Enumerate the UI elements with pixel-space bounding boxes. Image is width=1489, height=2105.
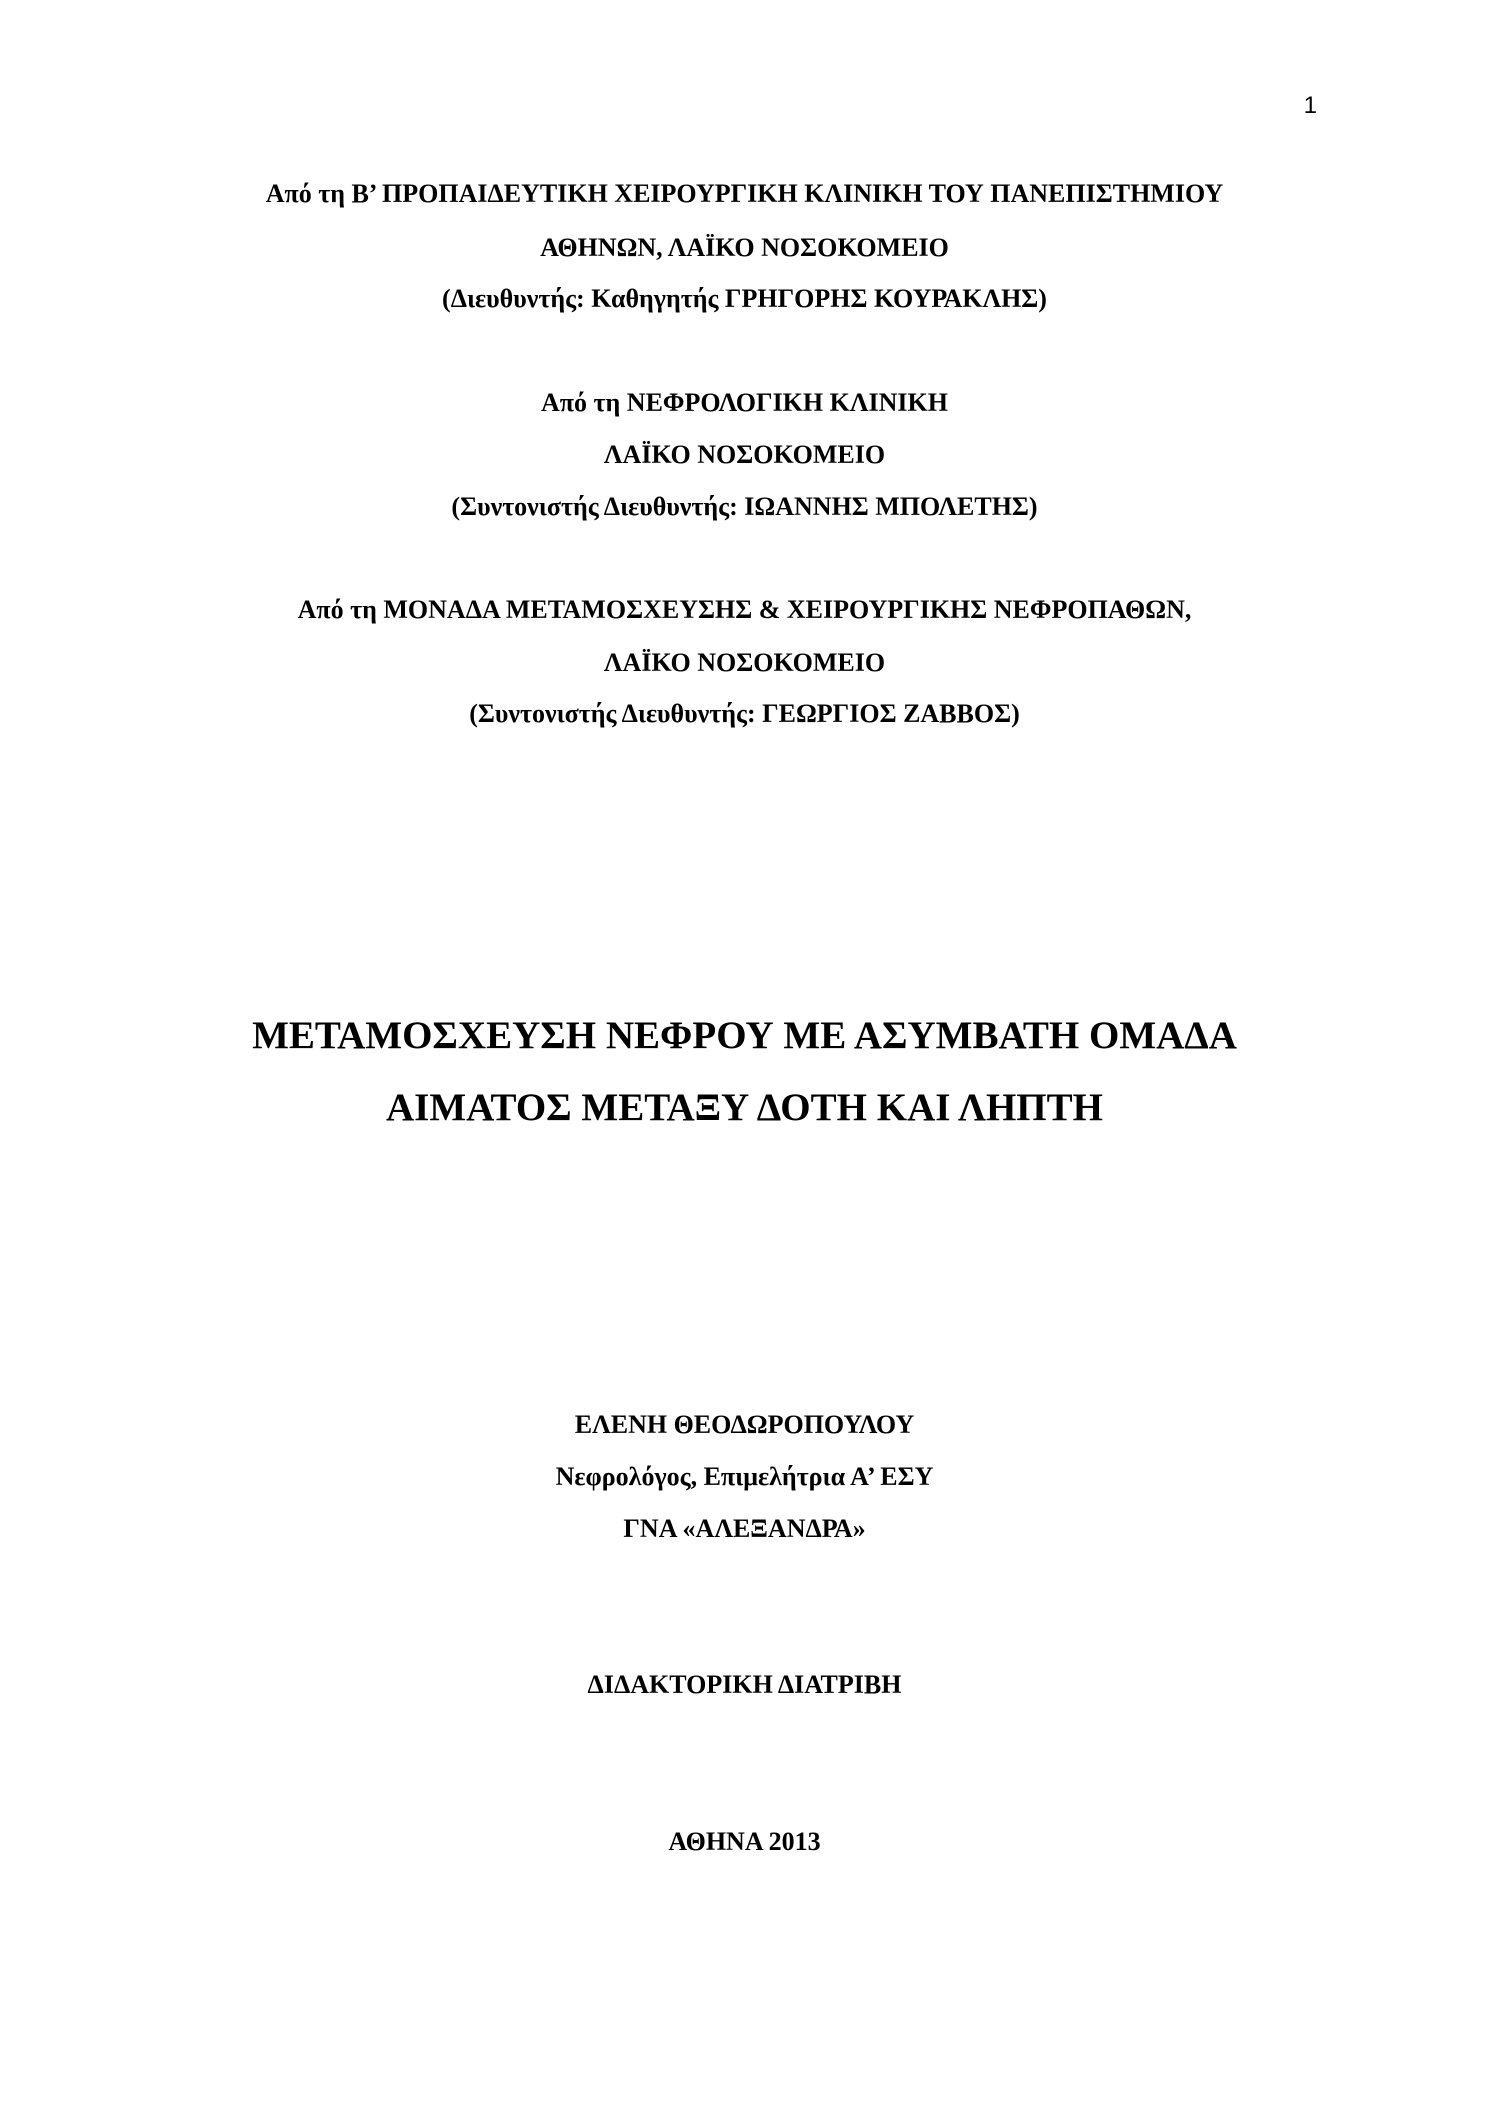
institution-2-line-3: (Συντονιστής Διευθυντής: ΙΩΑΝΝΗΣ ΜΠΟΛΕΤΗΣ) (451, 492, 1038, 521)
author-hospital: ΓΝΑ «ΑΛΕΞΑΝΔΡΑ» (623, 1514, 866, 1543)
thesis-title-line-1: ΜΕΤΑΜΟΣΧΕΥΣΗ ΝΕΦΡΟΥ ΜΕ ΑΣΥΜΒΑΤΗ ΟΜΑΔΑ (252, 1014, 1237, 1057)
institution-2-line-2: ΛΑΪΚΟ ΝΟΣΟΚΟΜΕΙΟ (603, 440, 886, 469)
thesis-title-line-2: ΑΙΜΑΤΟΣ ΜΕΤΑΞΥ ΔΟΤΗ ΚΑΙ ΛΗΠΤΗ (385, 1086, 1103, 1129)
place-year: ΑΘΗΝΑ 2013 (668, 1827, 821, 1856)
institution-2-line-1: Από τη ΝΕΦΡΟΛΟΓΙΚΗ ΚΛΙΝΙΚΗ (541, 388, 948, 417)
page-number: 1 (1303, 92, 1317, 119)
institution-1-line-2: ΑΘΗΝΩΝ, ΛΑΪΚΟ ΝΟΣΟΚΟΜΕΙΟ (540, 233, 949, 262)
institution-3-line-2: ΛΑΪΚΟ ΝΟΣΟΚΟΜΕΙΟ (603, 648, 886, 677)
institution-3-line-1: Από τη ΜΟΝΑΔΑ ΜΕΤΑΜΟΣΧΕΥΣΗΣ & ΧΕΙΡΟΥΡΓΙΚΗΣ ΝΕΦΡΟΠΑΘΩΝ, (297, 595, 1192, 624)
institution-1-line-1: Από τη Β’ ΠΡΟΠΑΙΔΕΥΤΙΚΗ ΧΕΙΡΟΥΡΓΙΚΗ ΚΛΙΝΙΚΗ ΤΟΥ ΠΑΝΕΠΙΣΤΗΜΙΟΥ (265, 179, 1224, 208)
institution-3-line-3: (Συντονιστής Διευθυντής: ΓΕΩΡΓΙΟΣ ΖΑΒΒΟΣ) (469, 699, 1020, 728)
institution-1-line-3: (Διευθυντής: Καθηγητής ΓΡΗΓΟΡΗΣ ΚΟΥΡΑΚΛΗΣ) (442, 284, 1047, 313)
author-name: ΕΛΕΝΗ ΘΕΟΔΩΡΟΠΟΥΛΟΥ (574, 1410, 915, 1439)
document-type: ΔΙΔΑΚΤΟΡΙΚΗ ΔΙΑΤΡΙΒΗ (587, 1670, 902, 1699)
author-position: Νεφρολόγος, Επιμελήτρια Α’ ΕΣΥ (555, 1462, 934, 1491)
